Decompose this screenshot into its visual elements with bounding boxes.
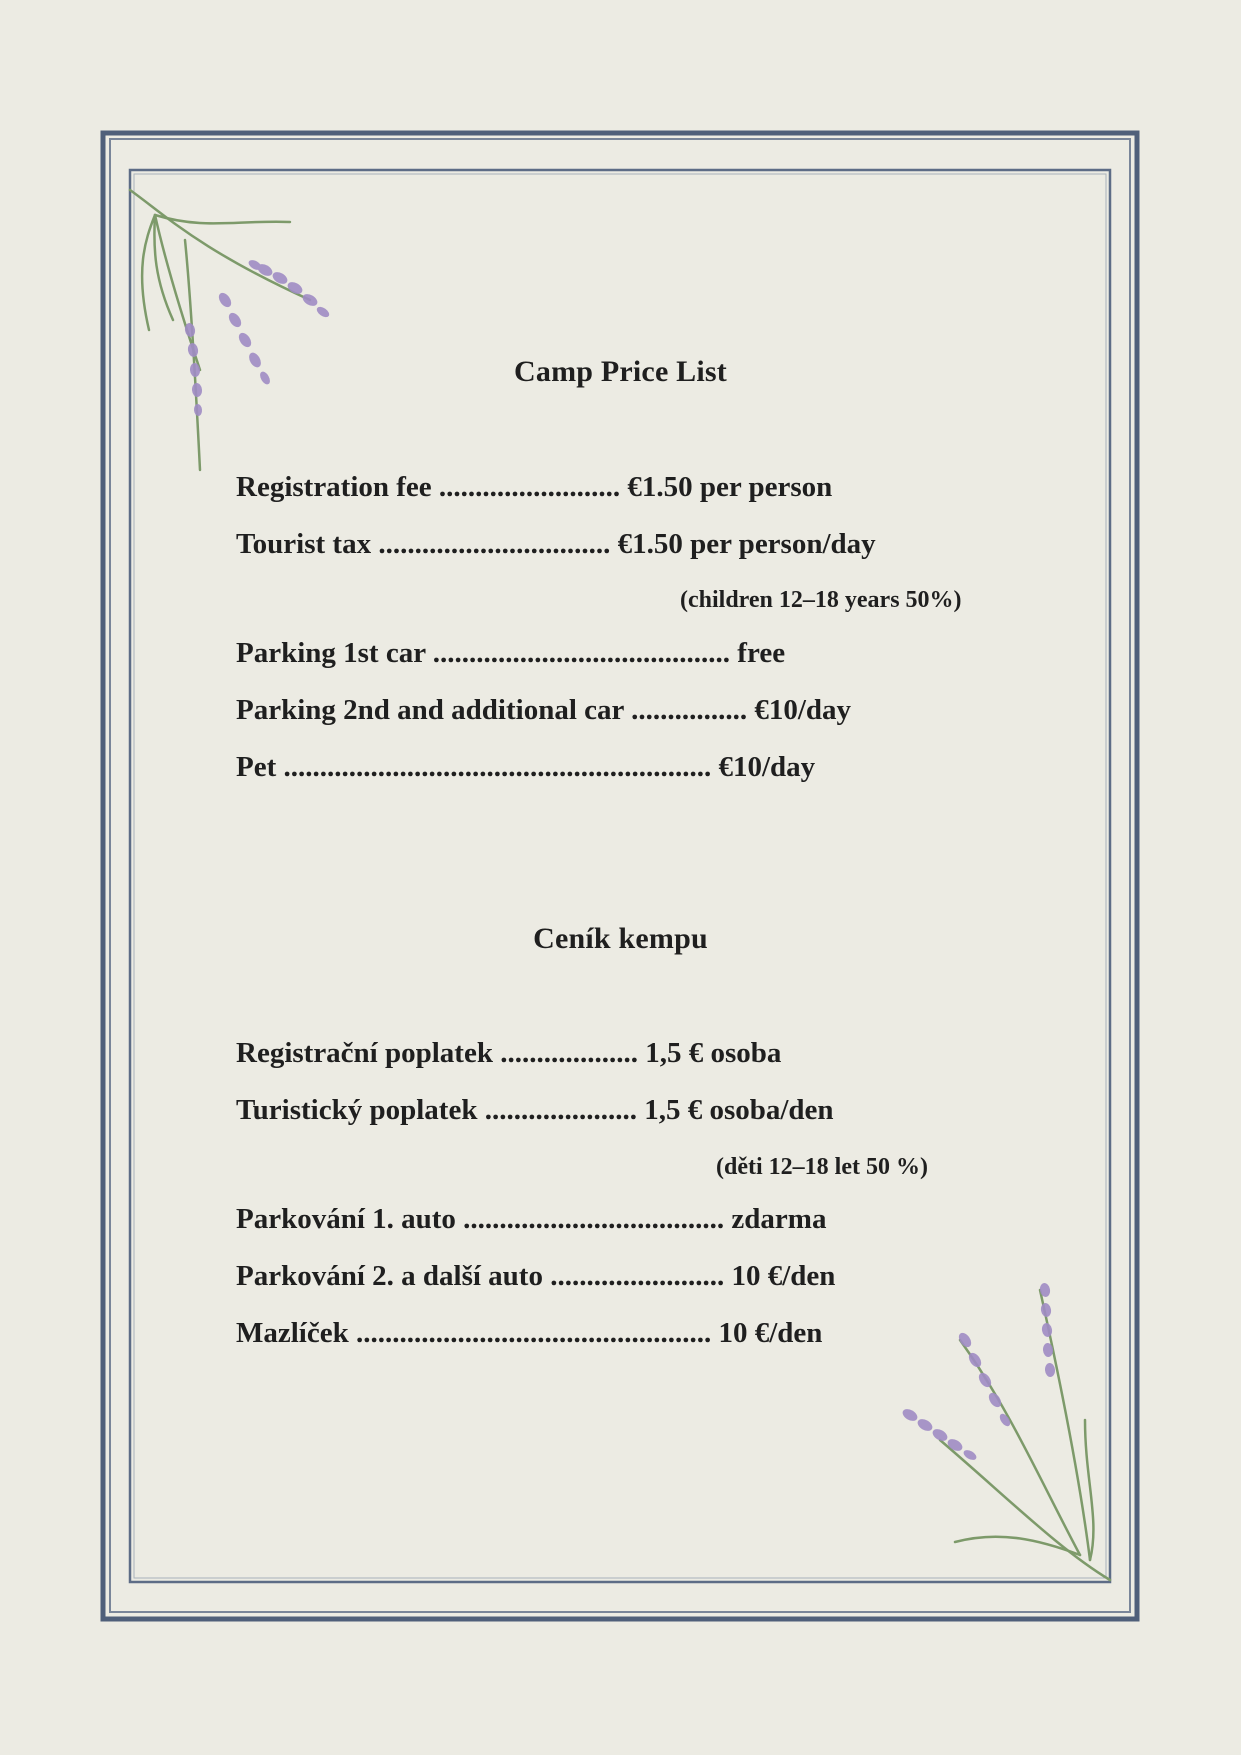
lavender-sprig-bottom-right-icon — [880, 1260, 1120, 1590]
czech-tourist-tax-note: (děti 12–18 let 50 %) — [716, 1154, 928, 1180]
english-item-tourist-tax: Tourist tax ................................ €1.50 per person/day — [236, 528, 876, 560]
lavender-sprig-top-left-icon — [125, 170, 375, 490]
english-tourist-tax-note: (children 12–18 years 50%) — [680, 587, 962, 613]
english-item-registration-fee: Registration fee ......................... €1.50 per person — [236, 471, 833, 503]
czech-item-parking-first-car: Parkování 1. auto .................................... zdarma — [236, 1203, 827, 1235]
english-item-pet: Pet ........................................................... €10/day — [236, 751, 816, 783]
czech-item-pet: Mazlíček ................................................. 10 €/den — [236, 1317, 823, 1349]
czech-item-tourist-tax: Turistický poplatek ..................... 1,5 € osoba/den — [236, 1094, 834, 1126]
czech-item-parking-additional-car: Parkování 2. a další auto ........................ 10 €/den — [236, 1260, 836, 1292]
english-item-parking-first-car: Parking 1st car ......................................... free — [236, 637, 786, 669]
czech-title: Ceník kempu — [533, 922, 708, 955]
english-item-parking-additional-car: Parking 2nd and additional car ................ €10/day — [236, 694, 852, 726]
english-title: Camp Price List — [514, 355, 727, 388]
czech-item-registration-fee: Registrační poplatek ................... 1,5 € osoba — [236, 1037, 782, 1069]
